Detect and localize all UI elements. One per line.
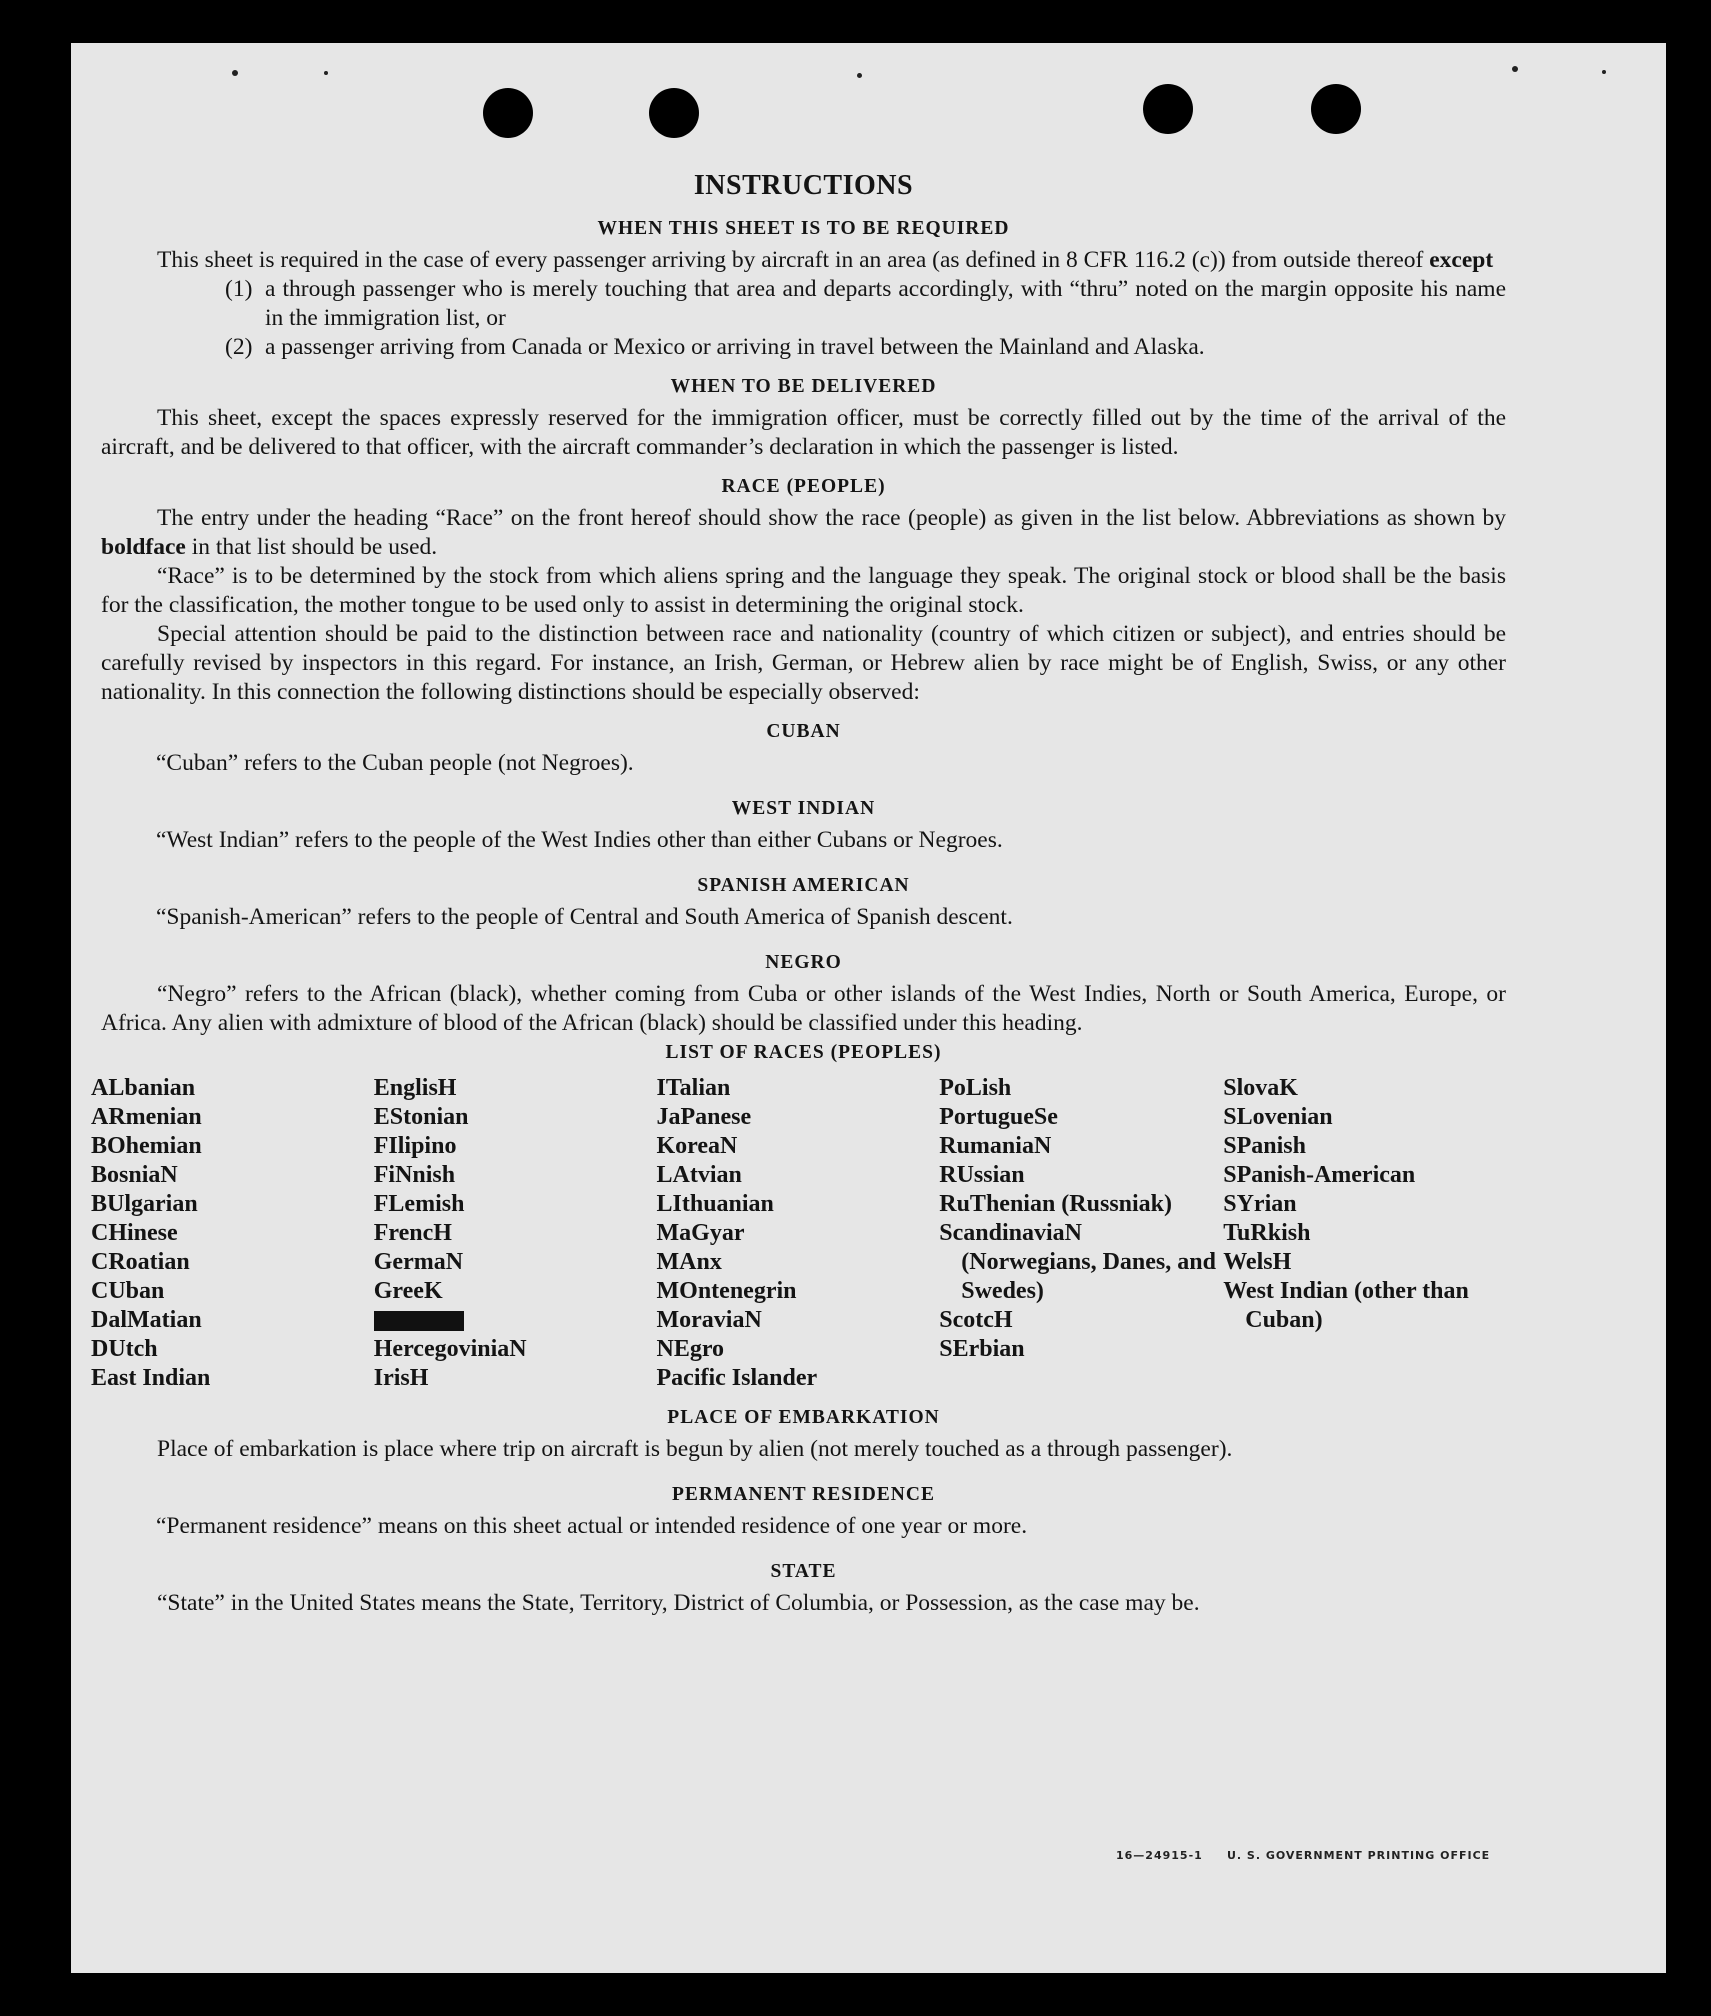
when-delivered-text: This sheet, except the spaces expressly reserved for the immigration officer, must be correctly filled out by the time of the arrival of the aircraft, and be delivered to that officer, with the aircraft commander’s declaration in which the passenger is listed. — [101, 405, 1506, 460]
race-entry: MAnx — [656, 1249, 722, 1275]
race-paragraph-3: Special attention should be paid to the distinction between race and nationality (country of which citizen or subject), and entries should be carefully revised by inspectors in this regard. For instance, an Irish, German, or Hebrew alien by race might be of English, Swiss, or any other nationality. In this connection the following distinctions should be especially observed: — [101, 621, 1506, 705]
race-entry: West Indian (other than Cuban) — [1223, 1278, 1469, 1333]
race-entry: FIlipino — [373, 1133, 457, 1159]
race-entry: CRoatian — [91, 1249, 190, 1275]
section-heading-spanish-american: SPANISH AMERICAN — [697, 875, 910, 896]
race-entry: ALbanian — [91, 1075, 196, 1101]
printer-imprint — [1116, 1849, 1490, 1862]
race-entry: NEgro — [656, 1336, 725, 1362]
item-text: a through passenger who is merely touching that area and departs accordingly, with “thru” noted on the margin opposite his name in the immigration list, or — [265, 276, 1506, 331]
section-heading-list-of-races: LIST OF RACES (PEOPLES) — [665, 1042, 942, 1063]
section-heading-permanent-residence: PERMANENT RESIDENCE — [672, 1484, 935, 1505]
race-entry-redacted — [374, 1306, 657, 1335]
race-entry: ARmenian — [91, 1104, 202, 1130]
race-entry: FLemish — [373, 1191, 465, 1217]
race-entry: RuThenian (Russniak) — [939, 1191, 1173, 1217]
staple-mark — [857, 73, 862, 78]
race-entry: CHinese — [91, 1220, 178, 1246]
race-entry: SPanish — [1223, 1133, 1306, 1159]
when-required-intro — [101, 246, 1506, 275]
punch-hole-1 — [483, 88, 533, 138]
race-entry: SYrian — [1223, 1191, 1297, 1217]
section-heading-negro: NEGRO — [765, 952, 842, 973]
race-entry: FrencH — [373, 1220, 452, 1246]
race-entry: LIthuanian — [656, 1191, 774, 1217]
staple-mark — [1512, 66, 1518, 72]
race-column-1 — [91, 1074, 374, 1393]
race-p1-tail: in that list should be used. — [191, 534, 438, 560]
race-entry: BosniaN — [91, 1162, 178, 1188]
form-number: 16—24915-1 — [1116, 1849, 1203, 1862]
race-entry: SPanish-American — [1223, 1162, 1416, 1188]
spanish-american-text: “Spanish-American” refers to the people of Central and South America of Spanish descent. — [156, 904, 1013, 930]
staple-mark — [1602, 70, 1606, 74]
punch-hole-4 — [1311, 84, 1361, 134]
state-text: “State” in the United States means the State, Territory, District of Columbia, or Possession, as the case may be. — [157, 1590, 1200, 1616]
staple-mark — [232, 70, 238, 76]
west-indian-text: “West Indian” refers to the people of the West Indies other than either Cubans or Negroes. — [156, 827, 1003, 853]
race-entry: SlovaK — [1223, 1075, 1298, 1101]
race-entry: TuRkish — [1223, 1220, 1311, 1246]
except-word: except — [1429, 247, 1494, 273]
punch-hole-3 — [1143, 84, 1193, 134]
item-text: a passenger arriving from Canada or Mexico or arriving in travel between the Mainland and Alaska. — [265, 334, 1205, 360]
race-column-4 — [939, 1074, 1223, 1393]
race-p1-text: The entry under the heading “Race” on the front hereof should show the race (people) as given in the list below. Abbreviations as shown by — [157, 505, 1506, 531]
race-entry: PortugueSe — [939, 1104, 1058, 1130]
race-entry: MoraviaN — [656, 1307, 762, 1333]
race-list — [91, 1074, 1506, 1393]
staple-mark — [324, 71, 328, 75]
race-entry: FiNnish — [373, 1162, 456, 1188]
section-heading-state: STATE — [770, 1561, 837, 1582]
race-entry: SLovenian — [1223, 1104, 1333, 1130]
document-page — [71, 43, 1666, 1973]
section-heading-cuban: CUBAN — [766, 721, 841, 742]
section-heading-when-required: WHEN THIS SHEET IS TO BE REQUIRED — [597, 218, 1010, 239]
race-column-5 — [1223, 1074, 1506, 1393]
race-entry: EnglisH — [373, 1075, 457, 1101]
exception-item — [225, 275, 1506, 333]
race-entry: EStonian — [373, 1104, 469, 1130]
race-entry: CUban — [91, 1278, 165, 1304]
race-entry: Pacific Islander — [656, 1365, 818, 1391]
item-number: (2) — [225, 334, 253, 360]
race-entry: MaGyar — [656, 1220, 745, 1246]
section-heading-when-delivered: WHEN TO BE DELIVERED — [670, 376, 937, 397]
race-entry: JaPanese — [656, 1104, 752, 1130]
page-title: INSTRUCTIONS — [693, 170, 914, 201]
section-heading-race: RACE (PEOPLE) — [721, 476, 886, 497]
race-entry: ScandinaviaN (Norwegians, Danes, and Swedes) — [939, 1220, 1216, 1304]
negro-text: “Negro” refers to the African (black), whether coming from Cuba or other islands of the West Indies, North or South America, Europe, or Africa. Any alien with admixture of blood of the African (black) should be classified under this heading. — [101, 981, 1506, 1036]
race-entry: BOhemian — [91, 1133, 202, 1159]
race-entry: GermaN — [373, 1249, 464, 1275]
race-paragraph-1 — [101, 504, 1506, 562]
race-entry: BUlgarian — [91, 1191, 198, 1217]
intro-text: This sheet is required in the case of every passenger arriving by aircraft in an area (as defined in 8 CFR 116.2 (c)) from outside thereof — [157, 247, 1424, 273]
cuban-text: “Cuban” refers to the Cuban people (not Negroes). — [156, 750, 634, 776]
race-entry: DalMatian — [91, 1307, 202, 1333]
race-column-3 — [657, 1074, 940, 1393]
race-entry: RUssian — [939, 1162, 1025, 1188]
redaction-mark — [374, 1311, 464, 1331]
race-paragraph-2: “Race” is to be determined by the stock from which aliens spring and the language they speak. The original stock or blood shall be the basis for the classification, the mother tongue to be used only to assist in determining the original stock. — [101, 563, 1506, 618]
race-entry: DUtch — [91, 1336, 158, 1362]
exception-item — [225, 333, 1506, 362]
race-entry: MOntenegrin — [656, 1278, 797, 1304]
printer-name: U. S. GOVERNMENT PRINTING OFFICE — [1226, 1849, 1491, 1862]
race-entry: PoLish — [939, 1075, 1012, 1101]
boldface-word: boldface — [101, 534, 186, 560]
race-entry: SErbian — [939, 1336, 1025, 1362]
item-number: (1) — [225, 276, 253, 302]
race-column-2 — [374, 1074, 657, 1393]
race-entry: ITalian — [656, 1075, 731, 1101]
section-heading-west-indian: WEST INDIAN — [731, 798, 876, 819]
race-entry: ScotcH — [939, 1307, 1013, 1333]
permanent-residence-text: “Permanent residence” means on this sheet actual or intended residence of one year or more. — [156, 1513, 1028, 1539]
race-entry: HercegoviniaN — [373, 1336, 527, 1362]
race-entry: RumaniaN — [939, 1133, 1052, 1159]
punch-hole-2 — [649, 88, 699, 138]
race-entry: IrisH — [373, 1365, 429, 1391]
race-entry: East Indian — [91, 1365, 211, 1391]
section-heading-place-of-embarkation: PLACE OF EMBARKATION — [667, 1407, 940, 1428]
race-entry: WelsH — [1223, 1249, 1292, 1275]
place-of-embarkation-text: Place of embarkation is place where trip on aircraft is begun by alien (not merely touched as a through passenger). — [157, 1436, 1233, 1462]
race-entry: LAtvian — [656, 1162, 742, 1188]
instructions-body — [91, 168, 1506, 1618]
race-entry: GreeK — [373, 1278, 443, 1304]
race-entry: KoreaN — [656, 1133, 738, 1159]
